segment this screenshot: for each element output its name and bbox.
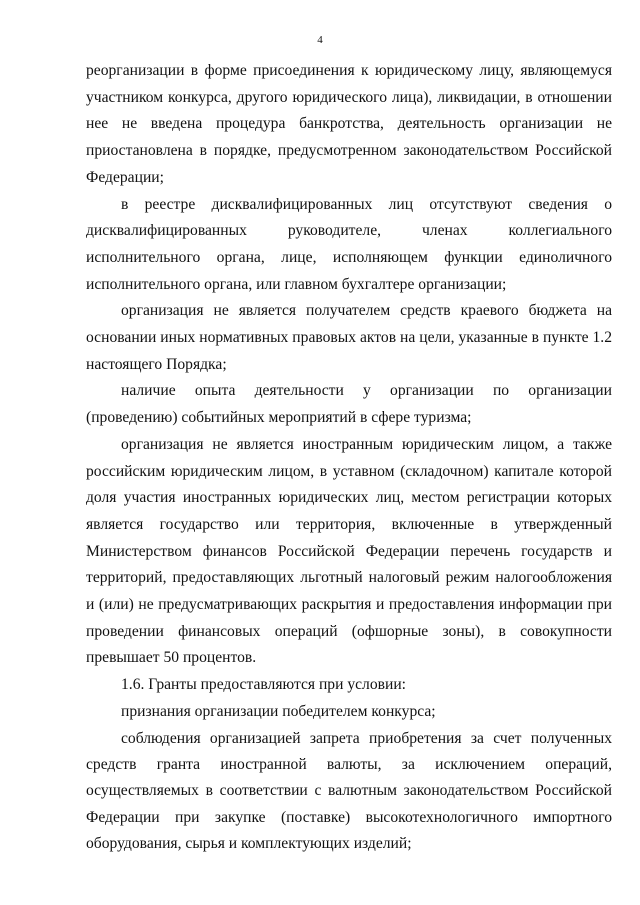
page-number: 4: [317, 34, 323, 46]
section-1-6-heading: 1.6. Гранты предоставляются при условии:: [121, 676, 407, 694]
paragraph-currency-ban: соблюдения организацией запрета приобретения за счет полученных средств гранта иностранной валюты, за исключением операций, осуществляемых в соответствии с валютным законодательством Российской Федерации при закупке (поставке) высокотехнологичного импортного оборудования, сырья и комплектующих изделий;: [86, 729, 612, 853]
paragraph-budget-recipient: организация не является получателем средств краевого бюджета на основании иных нормативных правовых актов на цели, указанные в пункте 1.2 настоящего Порядка;: [86, 302, 612, 373]
paragraph-reorganization: реорганизации в форме присоединения к юридическому лицу, являющемуся участником конкурса, другого юридического лица), ликвидации, в отношении нее не введена процедура банкротства, деятельность организации не приостановлена в порядке, предусмотренном законодательством Российской Федерации;: [86, 62, 612, 186]
paragraph-contest-winner: признания организации победителем конкурса;: [121, 702, 436, 720]
document-body: [86, 58, 612, 858]
paragraph-disqualified-registry: в реестре дисквалифицированных лиц отсутствуют сведения о дисквалифицированных руководителе, членах коллегиального исполнительного органа, лице, исполняющем функции единоличного исполнительного органа, или главном бухгалтере организации;: [86, 195, 612, 293]
paragraph-event-experience: наличие опыта деятельности у организации по организации (проведению) событийных мероприятий в сфере туризма;: [86, 382, 612, 427]
paragraph-foreign-entity: организация не является иностранным юридическим лицом, а также российским юридическим лицом, в уставном (складочном) капитале которой доля участия иностранных юридических лиц, местом регистрации которых является государство или территория, включенные в утвержденный Министерством финансов Российской Федерации перечень государств и территорий, предоставляющих льготный налоговый режим налогообложения и (или) не предусматривающих раскрытия и предоставления информации при проведении финансовых операций (офшорные зоны), в совокупности превышает 50 процентов.: [86, 435, 612, 667]
